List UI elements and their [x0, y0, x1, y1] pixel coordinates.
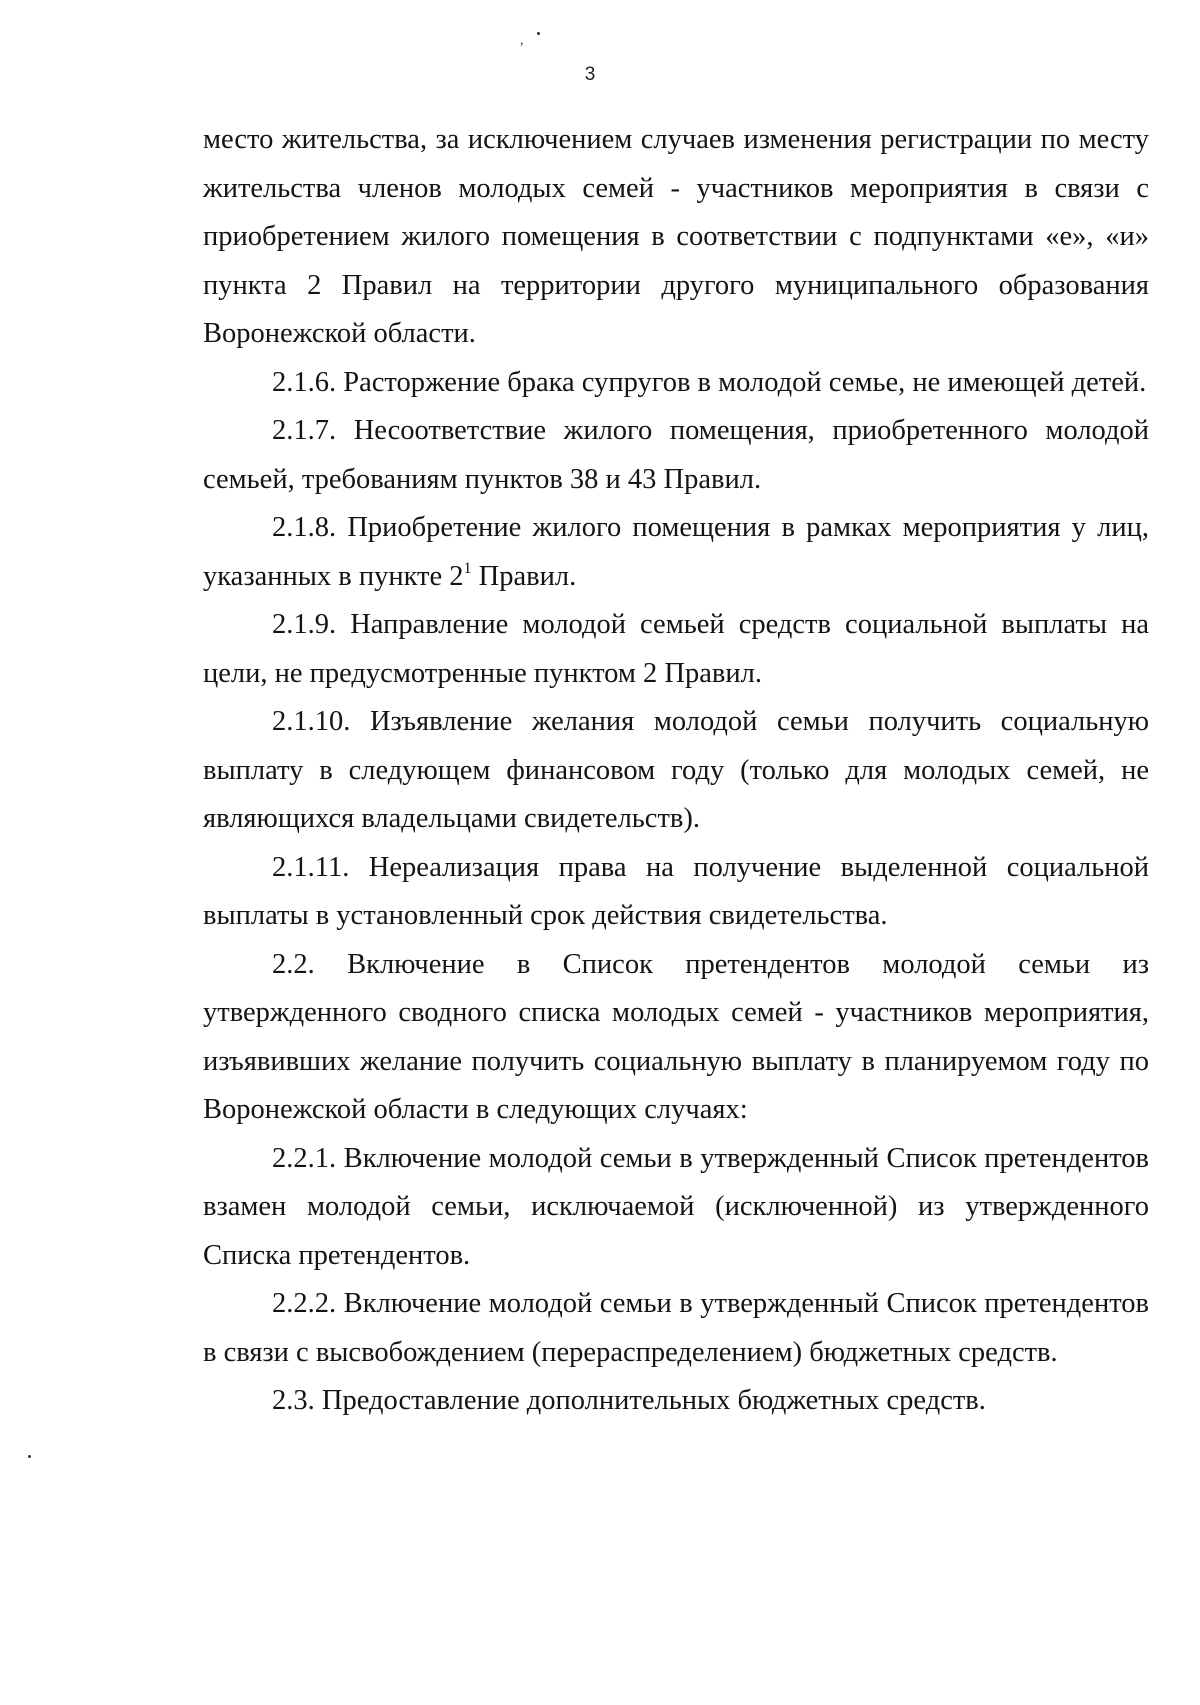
paragraph-2-1-7: 2.1.7. Несоответствие жилого помещения, приобретенного молодой семьей, требованиям пунктов 38 и 43 Правил. [203, 415, 1149, 495]
paragraph-continuation: место жительства, за исключением случаев изменения регистрации по месту жительства членов молодых семей - участников мероприятия в связи с приобретением жилого помещения в соответствии с подпунктами «е», «и» пункта 2 Правил на территории другого муниципального образования Воронежской области. [203, 124, 1149, 349]
paragraph-2-2-1: 2.2.1. Включение молодой семьи в утвержденный Список претендентов взамен молодой семьи, исключаемой (исключенной) из утвержденного Списка претендентов. [203, 1142, 1149, 1271]
paragraph-2-3: 2.3. Предоставление дополнительных бюджетных средств. [272, 1385, 986, 1416]
paragraph-2-1-9: 2.1.9. Направление молодой семьей средств социальной выплаты на цели, не предусмотренные пунктом 2 Правил. [203, 609, 1149, 689]
paragraph-2-1-8-text: 2.1.8. Приобретение жилого помещения в рамках мероприятия у лиц, указанных в пункте 2 [203, 512, 1149, 592]
paragraph-2-1-10: 2.1.10. Изъявление желания молодой семьи получить социальную выплату в следующем финансовом году (только для молодых семей, не являющихся владельцами свидетельств). [203, 706, 1149, 834]
paragraph-2-1-8 [203, 504, 1149, 601]
paragraph-2-2-2: 2.2.2. Включение молодой семьи в утвержденный Список претендентов в связи с высвобождением (перераспределением) бюджетных средств. [203, 1288, 1149, 1368]
paragraph-2-2: 2.2. Включение в Список претендентов молодой семьи из утвержденного сводного списка молодых семей - участников мероприятия, изъявивших желание получить социальную выплату в планируемом году по Воронежской области в следующих случаях: [203, 948, 1149, 1125]
page-number: 3 [584, 64, 596, 85]
superscript-mark: 1 [463, 559, 472, 577]
scan-artifact-mark: , [520, 33, 524, 48]
paragraph-2-1-6: 2.1.6. Расторжение брака супругов в молодой семье, не имеющей детей. [272, 366, 1147, 398]
paragraph-2-1-11: 2.1.11. Нереализация права на получение выделенной социальной выплаты в установленный срок действия свидетельства. [203, 851, 1149, 931]
document-body [203, 116, 1149, 1426]
scan-artifact-dot [28, 1455, 31, 1458]
scan-artifact-dot [537, 32, 540, 35]
paragraph-2-1-8-tail: Правил. [471, 560, 577, 592]
